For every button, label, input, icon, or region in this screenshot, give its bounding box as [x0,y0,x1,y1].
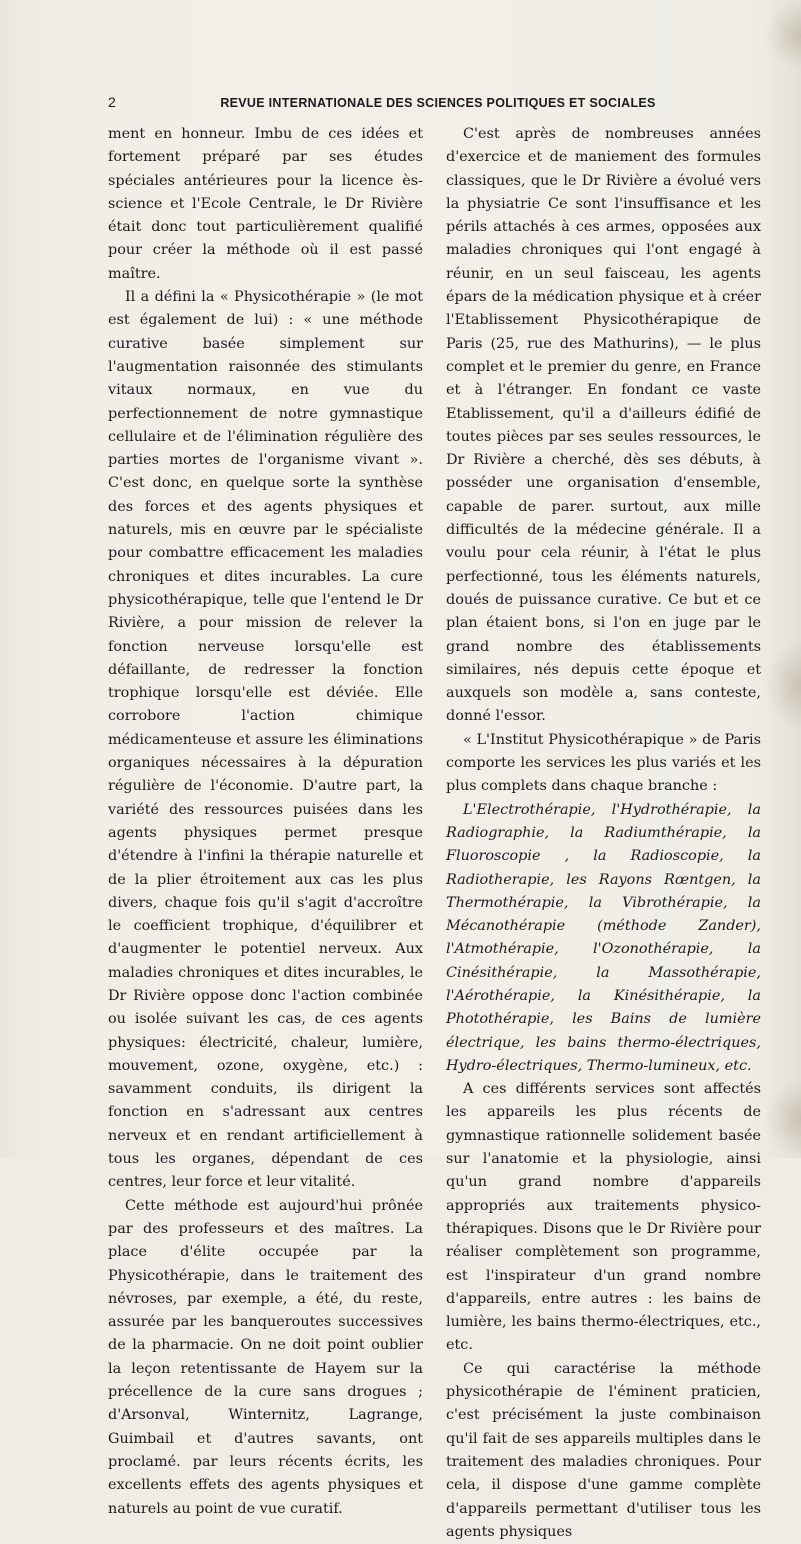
services-list: L'Electrothérapie, l'Hydrothérapie, la Radiographie, la Radiumthérapie, la Fluoroscopie , la Radioscopie, la Radiotherapie, les Rayons Rœntgen, la Thermothérapie, la Vibrothérapie, la Mécanothérapie (méthode Zander), l'Atmothérapie, l'Ozonothérapie, la Cinésithérapie, la Massothérapie, l'Aérothérapie, la Kinésithérapie, la Photothérapie, les Bains de lumière électrique, les bains thermo-électriques, Hydro-électriques, Thermo-lumineux, etc. [446,801,761,1074]
running-header [108,94,768,116]
page-edge-stain [765,1080,801,1158]
paragraph: ment en honneur. Imbu de ces idées et fortement préparé par ses études spéciales antérieures pour la licence ès-science et l'Ecole Centrale, le Dr Rivière était donc tout particulièrement qualifié pour créer la méthode où il est passé maître. [108,126,423,282]
right-column [446,123,761,1544]
paragraph: Cette méthode est aujourd'hui prônée par des professeurs et des maîtres. La place d'élite occupée par la Physicothérapie, dans le traitement des névroses, par exemple, a été, du reste, assurée par les banqueroutes successives de la pharmacie. On ne doit point oublier la leçon retentissante de Hayem sur la précellence de la cure sans drogues ; d'Arsonval, Winternitz, Lagrange, Guimbail et d'autres savants, ont proclamé. par leurs récents écrits, les excellents effets des agents physiques et naturels au point de vue curatif. [108,1197,423,1517]
running-title: REVUE INTERNATIONALE DES SCIENCES POLITIQUES ET SOCIALES [220,96,656,110]
paragraph: A ces différents services sont affectés les appareils les plus récents de gymnastique rationnelle solidement basée sur l'anatomie et la physiologie, ainsi qu'un grand nombre d'appareils appropriés aux traitements physico-thérapiques. Disons que le Dr Rivière pour réaliser complètement son programme, est l'inspirateur d'un grand nombre d'appareils, entre autres : les bains de lumière, les bains thermo-électriques, etc., etc. [446,1081,761,1354]
page-edge-stain [765,0,801,70]
paragraph: Ce qui caractérise la méthode physicothérapie de l'éminent praticien, c'est précisément la juste combinaison qu'il fait de ses appareils multiples dans le traitement des maladies chroniques. Pour cela, il dispose d'une gamme complète d'appareils permettant d'utiliser tous les agents physiques [446,1360,761,1540]
paragraph: Il a défini la « Physicothérapie » (le mot est également de lui) : « une méthode curative basée simplement sur l'augmentation raisonnée des stimulants vitaux normaux, en vue du perfectionnement de notre gymnastique cellulaire et de l'élimination régulière des parties mortes de l'organisme vivant ». C'est donc, en quelque sorte la synthèse des forces et des agents physiques et naturels, mis en œuvre par le spécialiste pour combattre efficacement les maladies chroniques et dites incurables. La cure physicothérapique, telle que l'entend le Dr Rivière, a pour mission de relever la fonction nerveuse lorsqu'elle est défaillante, de redresser la fonction trophique lorsqu'elle est déviée. Elle corrobore l'action chimique médicamenteuse et assure les éliminations organiques nécessaires à la dépuration régulière de l'économie. D'autre part, la variété des ressources puisées dans les agents physiques permet presque d'étendre à l'infini la thérapie naturelle et de la plier étroitement aux cas les plus divers, chaque fois qu'il s'agit d'accroître le coefficient trophique, d'équilibrer et d'augmenter le potentiel nerveux. Aux maladies chroniques et dites incurables, le Dr Rivière oppose donc l'action combinée ou isolée suivant les cas, de ces agents physiques: électricité, chaleur, lumière, mouvement, ozone, oxygène, etc.) : savamment conduits, ils dirigent la fonction en s'adressant aux centres nerveux et en rendant artificiellement à tous les organes, dépendant de ces centres, leur force et leur vitalité. [108,289,423,1191]
paragraph: C'est après de nombreuses années d'exercice et de maniement des formules classiques, que le Dr Rivière a évolué vers la physiatrie Ce sont l'insuffisance et les périls attachés à ces armes, opposées aux maladies chroniques qui l'ont engagé à réunir, en un seul faisceau, les agents épars de la médication physique et à créer l'Etablissement Physicothérapique de Paris (25, rue des Mathurins), — le plus complet et le premier du genre, en France et à l'étranger. En fondant ce vaste Etablissement, qu'il a d'ailleurs édifié de toutes pièces par ses seules ressources, le Dr Rivière a cherché, dès ses débuts, à posséder une organisation d'ensemble, capable de parer. surtout, aux mille difficultés de la médecine générale. Il a voulu pour cela réunir, à l'état le plus perfectionné, tous les éléments naturels, doués de puissance curative. Ce but et ce plan étaient bons, si l'on en juge par le grand nombre des établissements similaires, nés depuis cette époque et auxquels son modèle a, sans conteste, donné l'essor. [446,126,761,725]
left-column [108,123,423,1521]
paragraph: « L'Institut Physicothérapique » de Paris comporte les services les plus variés et les plus complets dans chaque branche : [446,731,761,795]
page-edge-stain [765,640,801,730]
page-number: 2 [108,94,116,110]
